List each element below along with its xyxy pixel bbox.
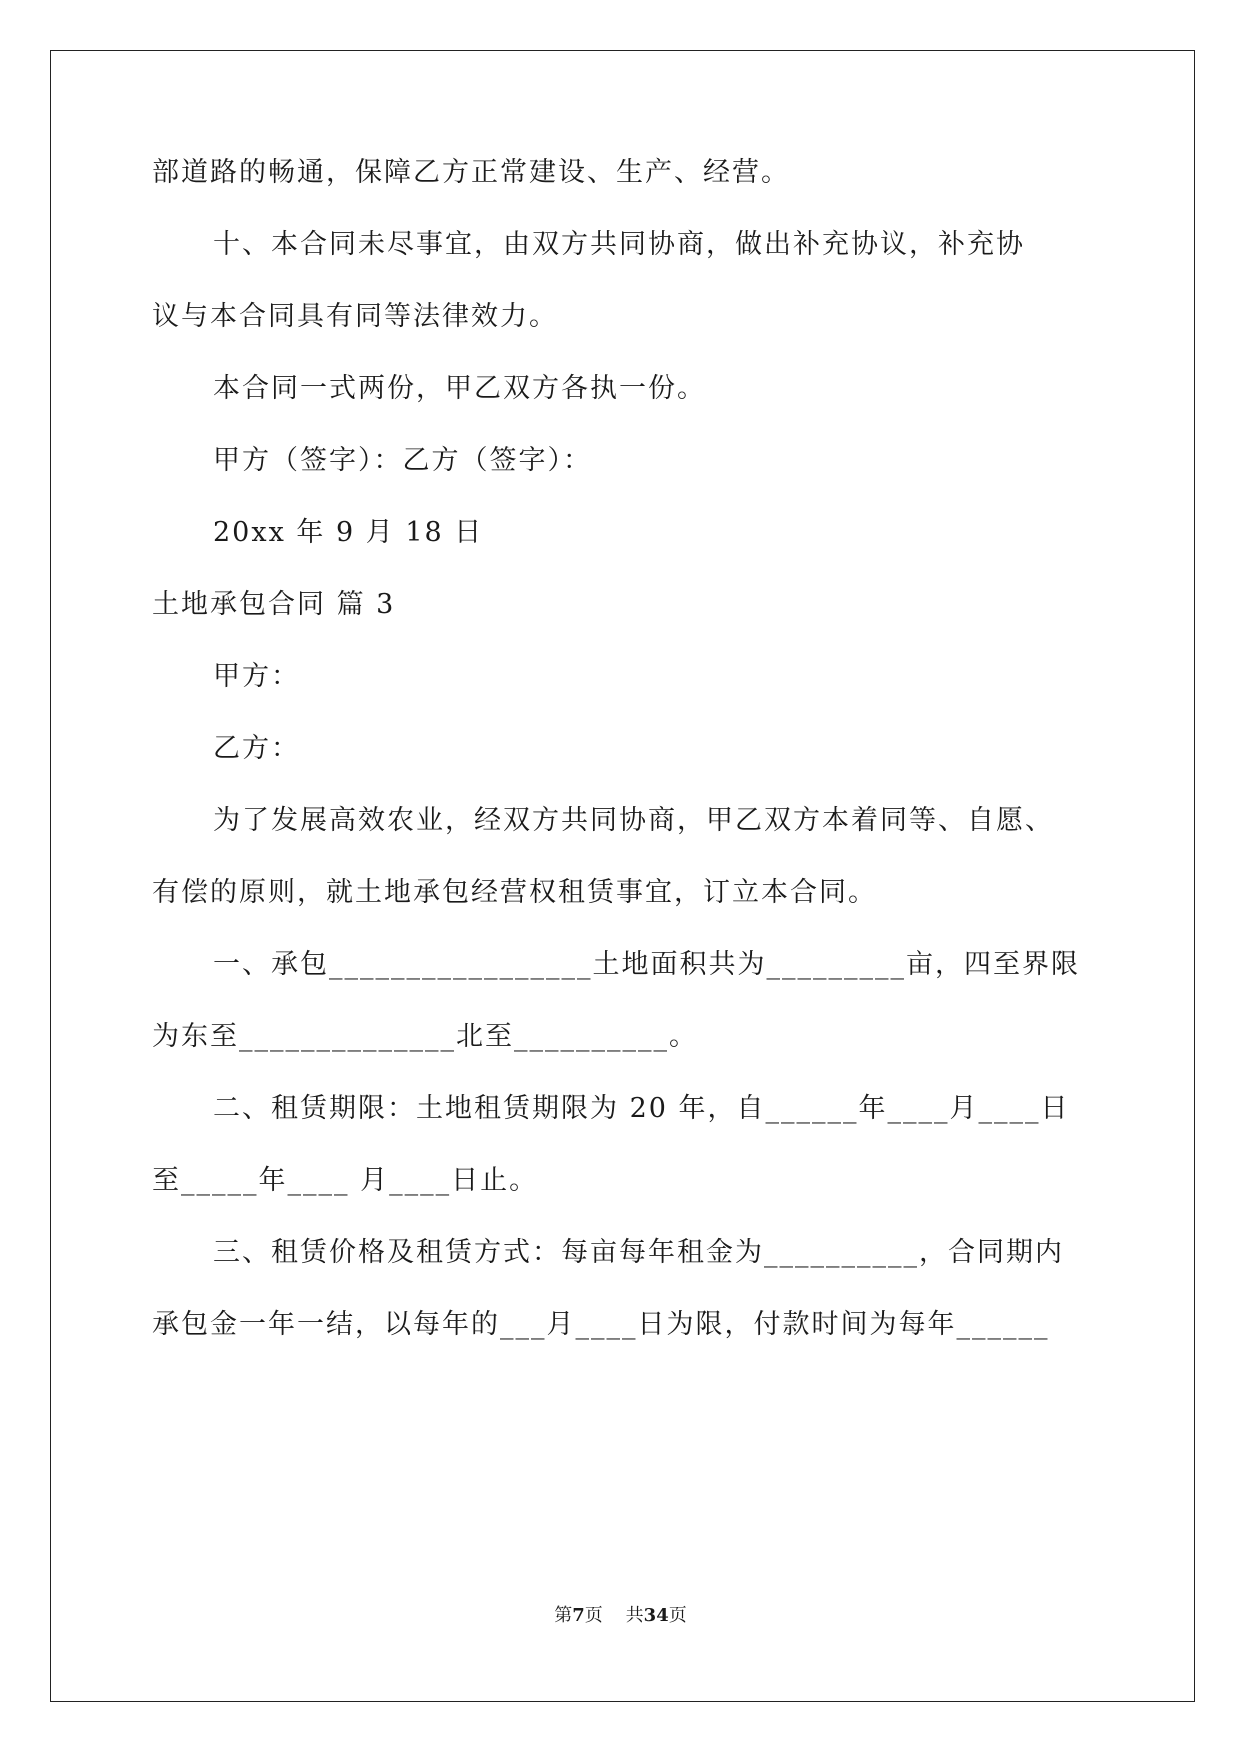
paragraph-line: 二、租赁期限：土地租赁期限为 20 年，自______年____月____日 [213, 1093, 1070, 1124]
paragraph-line: 为了发展高效农业，经双方共同协商，甲乙双方本着同等、自愿、 [213, 805, 1054, 836]
paragraph-line: 本合同一式两份，甲乙双方各执一份。 [213, 373, 706, 404]
total-page-count: 34 [643, 1605, 669, 1626]
date-line: 20xx 年 9 月 18 日 [213, 517, 484, 548]
page-footer [0, 1604, 1241, 1628]
paragraph-line: 一、承包_________________土地面积共为_________亩，四至界限 [213, 949, 1080, 980]
party-a-line: 甲方： [213, 661, 300, 692]
paragraph-line: 议与本合同具有同等法律效力。 [152, 301, 558, 332]
footer-prefix: 第 [554, 1605, 573, 1626]
party-b-line: 乙方： [213, 733, 300, 764]
paragraph-line: 为东至______________北至__________。 [152, 1021, 698, 1052]
section-heading: 土地承包合同 篇 3 [152, 589, 396, 620]
paragraph-line: 十、本合同未尽事宜，由双方共同协商，做出补充协议，补充协 [213, 229, 1025, 260]
paragraph-line: 有偿的原则，就土地承包经营权租赁事宜，订立本合同。 [152, 877, 877, 908]
footer-total-prefix: 共 [625, 1605, 644, 1626]
paragraph-line: 三、租赁价格及租赁方式：每亩每年租金为__________，合同期内 [213, 1237, 1064, 1268]
footer-page-unit: 页 [584, 1605, 603, 1626]
signature-line: 甲方（签字）：乙方（签字）： [213, 445, 592, 476]
paragraph-line: 部道路的畅通，保障乙方正常建设、生产、经营。 [152, 157, 790, 188]
current-page-number: 7 [572, 1605, 585, 1626]
paragraph-line: 承包金一年一结，以每年的___月____日为限，付款时间为每年______ [152, 1309, 1050, 1340]
footer-total-unit: 页 [668, 1605, 687, 1626]
paragraph-line: 至_____年____ 月____日止。 [152, 1165, 539, 1196]
